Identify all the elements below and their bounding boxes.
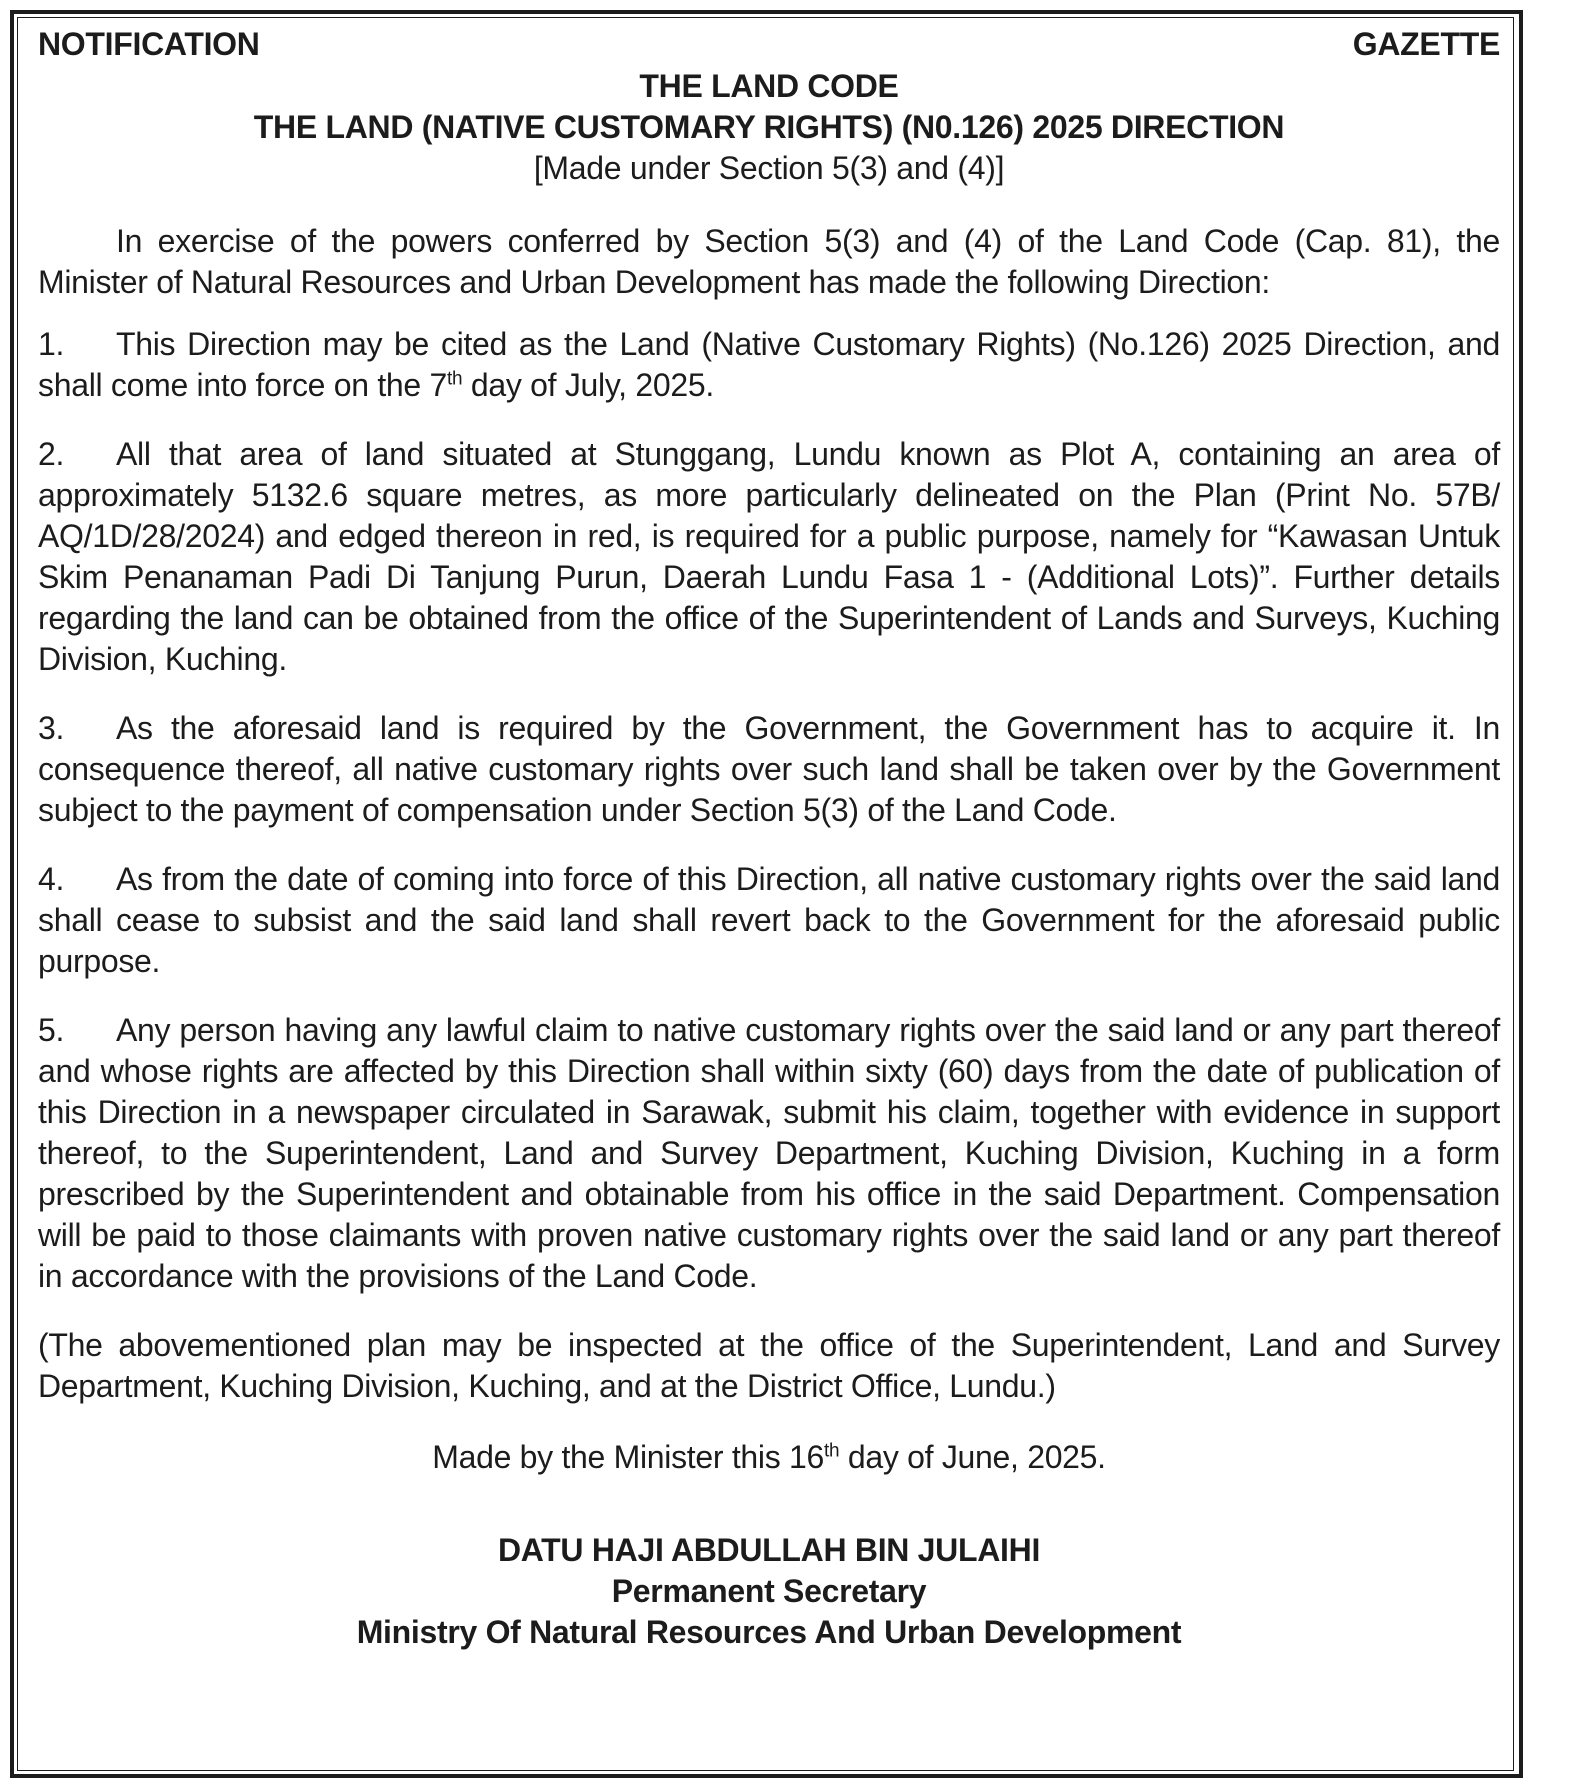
notification-label: NOTIFICATION (38, 26, 260, 62)
notice-body (38, 24, 1500, 1653)
header-bar (38, 24, 1500, 66)
paragraph-1: 1. This Direction may be cited as the Land (Native Customary Rights) (No.126) 2025 Direction, and shall come into force on the 7th day of July, 2025. (38, 326, 1500, 403)
made-by-line: Made by the Minister this 16th day of June, 2025. (432, 1439, 1106, 1475)
signatory-ministry: Ministry Of Natural Resources And Urban Development (356, 1614, 1182, 1650)
paragraph-5: 5. Any person having any lawful claim to native customary rights over the said land or any part thereof and whose rights are affected by this Direction shall within sixty (60) days from the date of publication of this Direction in a newspaper circulated in Sarawak, submit his claim, together with evidence in support thereof, to the Superintendent, Land and Survey Department, Kuching Division, Kuching in a form prescribed by the Superintendent and obtainable from his office in the said Department. Compensation will be paid to those claimants with proven native customary rights over the said land or any part thereof in accordance with the provisions of the Land Code. (38, 1012, 1500, 1294)
signatory-name: DATU HAJI ABDULLAH BIN JULAIHI (497, 1532, 1041, 1568)
paragraph-4: 4. As from the date of coming into force of this Direction, all native customary rights over the said land shall cease to subsist and the said land shall revert back to the Government for the aforesaid public purpose. (38, 861, 1500, 979)
paragraph-2: 2. All that area of land situated at Stunggang, Lundu known as Plot A, containing an area of approximately 5132.6 square metres, as more particularly delineated on the Plan (Print No. 57B/ AQ/1D/28/2024) and edged thereon in red, is required for a public purpose, namely for “Kawasan Untuk Skim Penanaman Padi Di Tanjung Purun, Daerah Lundu Fasa 1 - (Additional Lots)”. Further details regarding the land can be obtained from the office of the Superintendent of Lands and Surveys, Kuching Division, Kuching. (38, 436, 1500, 677)
gazette-label: GAZETTE (1352, 26, 1500, 62)
signatory-position: Permanent Secretary (611, 1573, 927, 1609)
plan-inspection-note: (The abovementioned plan may be inspected at the office of the Superintendent, Land and Survey Department, Kuching Division, Kuching, and at the District Office, Lundu.) (38, 1327, 1500, 1404)
title-line-2: THE LAND (NATIVE CUSTOMARY RIGHTS) (N0.126) 2025 DIRECTION (253, 109, 1285, 145)
subtitle: [Made under Section 5(3) and (4)] (533, 150, 1005, 186)
title-line-1: THE LAND CODE (639, 68, 899, 104)
preamble: In exercise of the powers conferred by Section 5(3) and (4) of the Land Code (Cap. 81), the Minister of Natural Resources and Urban Development has made the following Direction: (38, 223, 1500, 300)
paragraph-3: 3. As the aforesaid land is required by the Government, the Government has to acquire it. In consequence thereof, all native customary rights over such land shall be taken over by the Government subject to the payment of compensation under Section 5(3) of the Land Code. (38, 710, 1500, 828)
